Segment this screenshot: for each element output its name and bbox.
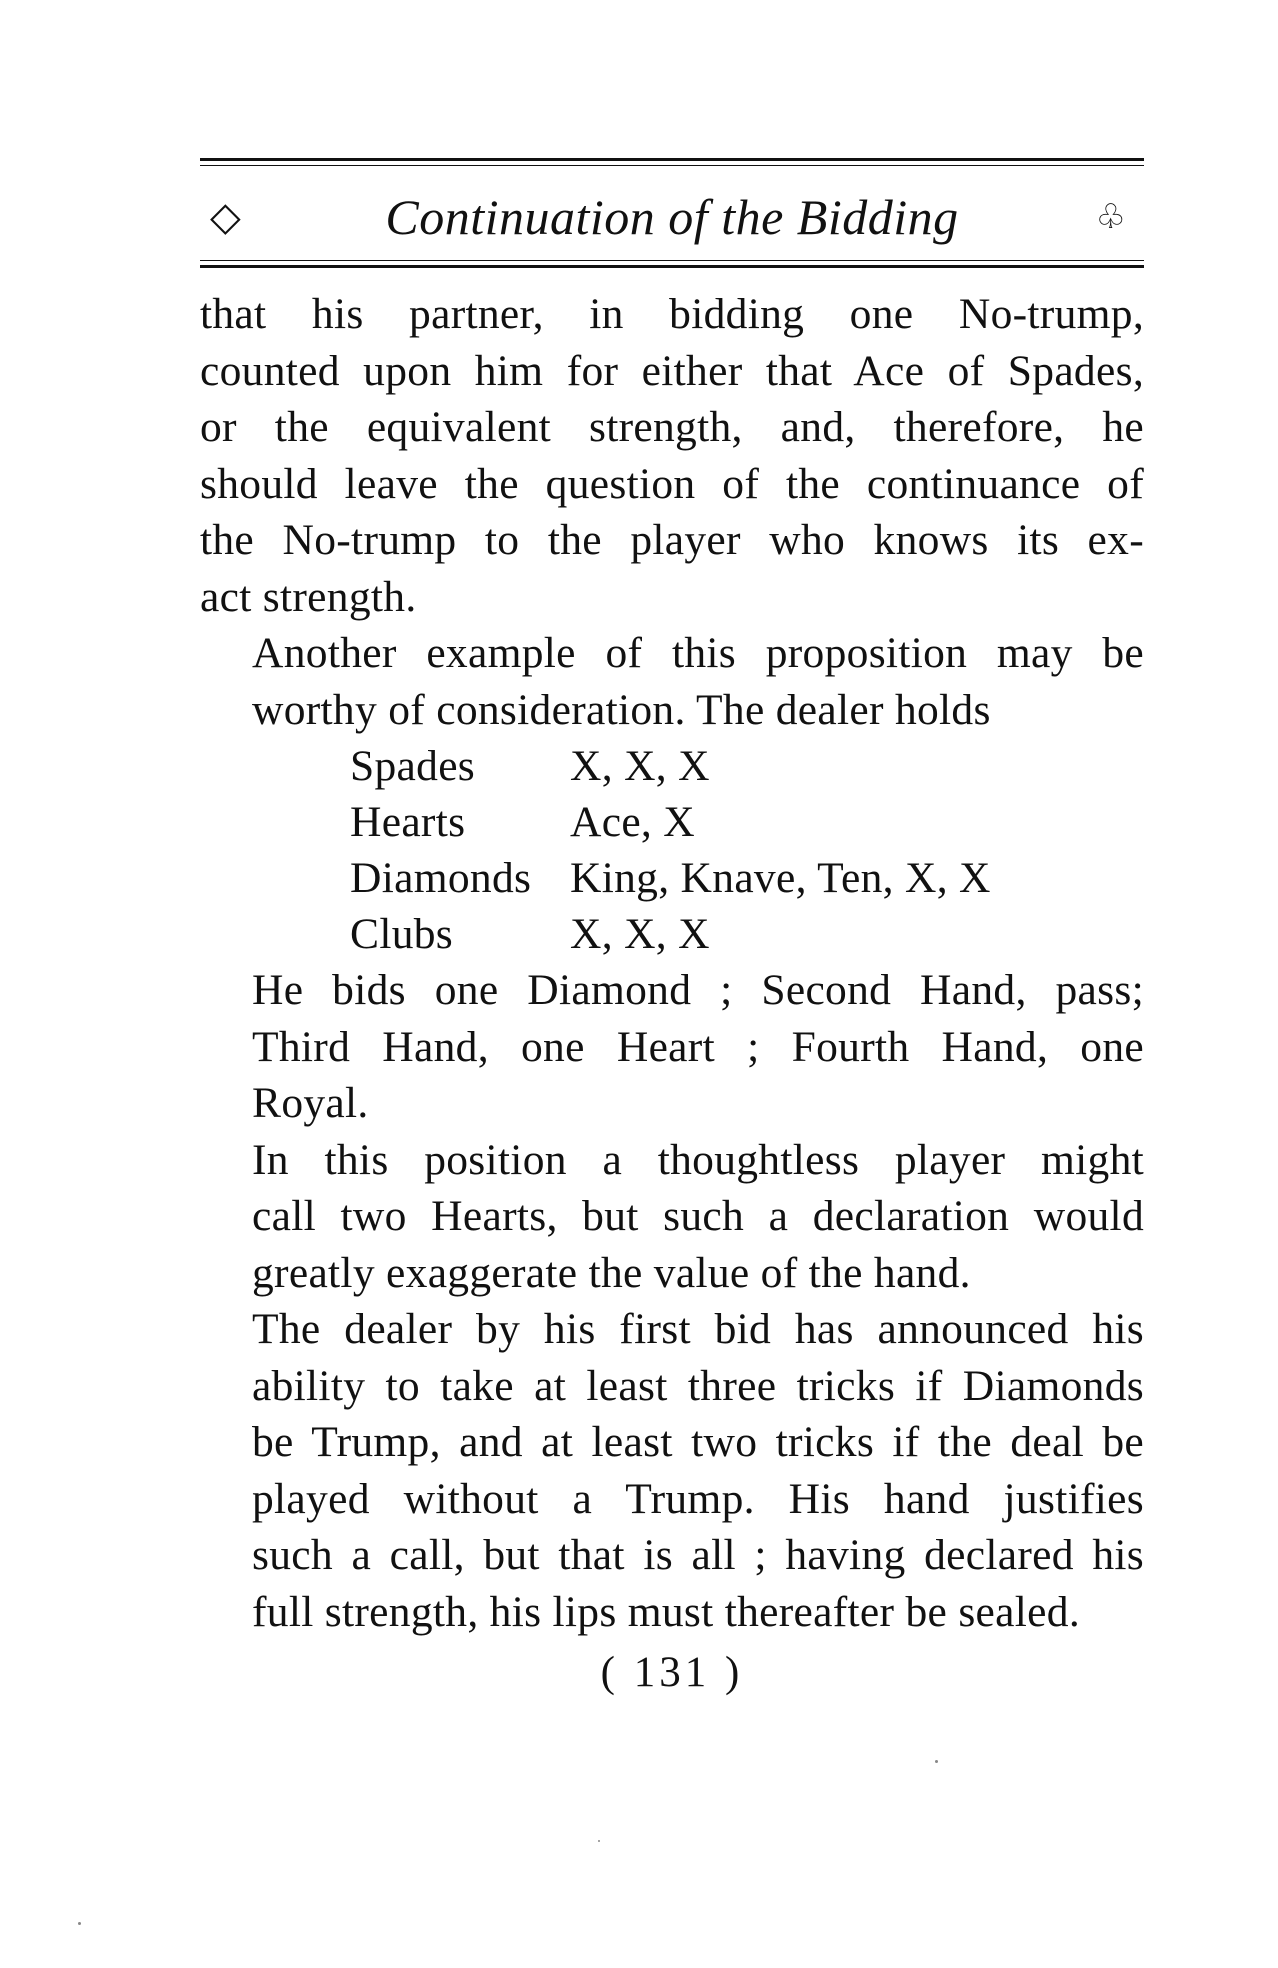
text-line: full strength, his lips must thereafter be sealed. [252, 1587, 1080, 1636]
paragraph [200, 286, 1144, 625]
text-line: or the equivalent strength, and, therefore, he [200, 403, 1144, 451]
text-line: He bids one Diamond ; Second Hand, pass; [252, 966, 1144, 1014]
hand-row [350, 794, 1144, 850]
paper-speck [935, 1760, 938, 1763]
paragraph [200, 1301, 1144, 1640]
text-line: call two Hearts, but such a declaration would [252, 1192, 1144, 1240]
hand-cards: Ace, X [570, 798, 695, 846]
running-head [200, 180, 1144, 254]
text-line: Third Hand, one Heart ; Fourth Hand, one [252, 1022, 1144, 1071]
paper-speck [78, 1922, 81, 1925]
card-hand-table [350, 738, 1144, 962]
text-line: Another example of this proposition may be [252, 629, 1144, 677]
hand-cards: X, X, X [570, 910, 710, 958]
text-line: be Trump, and at least two tricks if the deal be [252, 1418, 1144, 1466]
text-line: played without a Trump. His hand justifies [252, 1474, 1144, 1523]
hand-cards: X, X, X [570, 742, 710, 790]
hand-row [350, 738, 1144, 794]
hand-suit: Spades [350, 742, 476, 790]
paragraph [200, 625, 1144, 738]
body-text [200, 286, 1144, 1640]
text-line: In this position a thoughtless player might [252, 1135, 1144, 1184]
text-line: Royal. [252, 1079, 369, 1127]
paper-speck [598, 1840, 600, 1842]
club-suit-icon: ♧ [1095, 197, 1126, 237]
book-page [200, 158, 1144, 1697]
text-line: ability to take at least three tricks if Diamonds [252, 1361, 1144, 1410]
diamond-suit-icon: ◇ [210, 194, 241, 240]
text-line: that his partner, in bidding one No-trump, [200, 290, 1144, 338]
text-line: counted upon him for either that Ace of Spades, [200, 346, 1144, 395]
running-head-title: Continuation of the Bidding [385, 189, 959, 245]
text-line: such a call, but that is all ; having declared his [252, 1531, 1144, 1579]
text-line: greatly exaggerate the value of the hand. [252, 1248, 971, 1297]
text-line: worthy of consideration. The dealer holds [252, 685, 991, 734]
paragraph [200, 962, 1144, 1132]
hand-suit: Hearts [350, 798, 466, 846]
text-line: act strength. [200, 572, 417, 621]
paragraph [200, 1132, 1144, 1302]
text-line: should leave the question of the continuance of [200, 459, 1144, 508]
text-line: the No-trump to the player who knows its ex- [200, 516, 1144, 564]
header-rule-top [200, 158, 1144, 166]
hand-row [350, 906, 1144, 962]
hand-row [350, 850, 1144, 906]
page-number: ( 131 ) [600, 1649, 744, 1696]
hand-cards: King, Knave, Ten, X, X [570, 854, 991, 902]
header-rule-bottom [200, 260, 1144, 268]
text-line: The dealer by his first bid has announced his [252, 1305, 1144, 1353]
hand-suit: Clubs [350, 910, 454, 958]
hand-suit: Diamonds [350, 854, 532, 902]
